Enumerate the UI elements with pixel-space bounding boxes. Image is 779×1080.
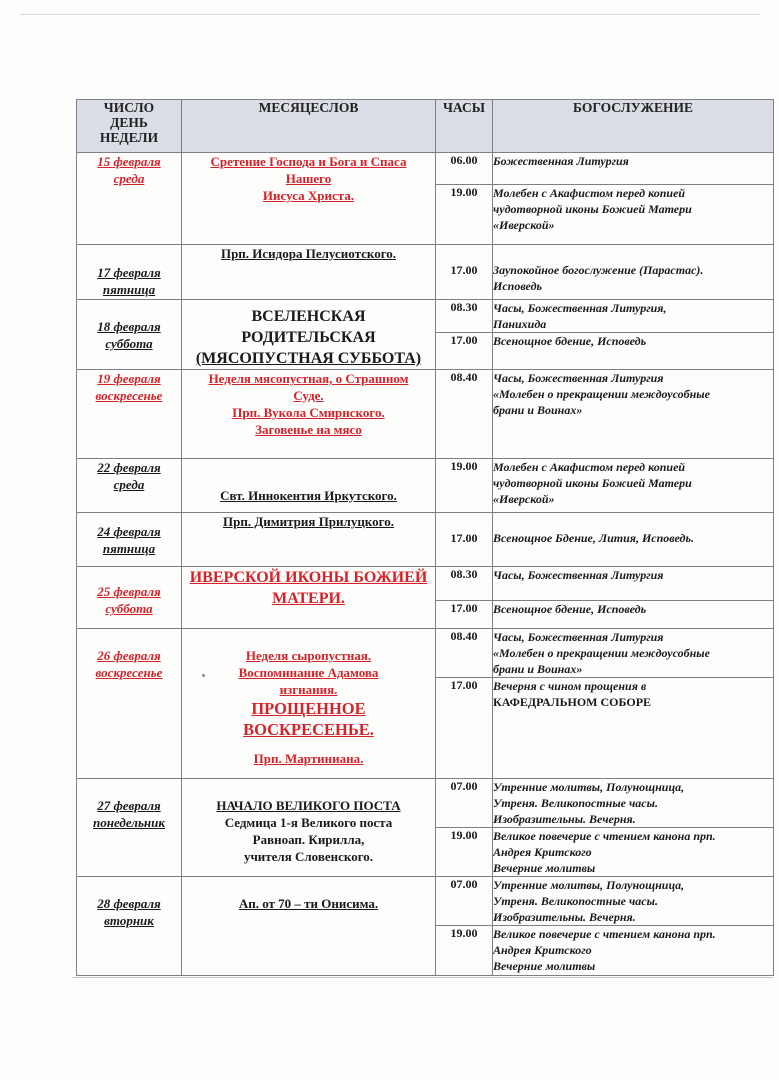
scan-speck (202, 674, 205, 677)
date-label: 27 февраля (97, 798, 161, 813)
menaion-line: Сретение Господа и Бога и Спаса (210, 154, 407, 169)
service-line: брани и Воинах» (493, 662, 583, 676)
menaion-line: Воспоминание Адамова (238, 665, 379, 680)
table-row (77, 459, 774, 513)
table-row (77, 513, 774, 567)
time-cell: 17.00 (436, 513, 493, 567)
menaion-cell (182, 459, 436, 513)
weekday-label: вторник (104, 913, 154, 928)
service-cell (493, 513, 774, 567)
service-cell (493, 601, 774, 629)
weekday-label: суббота (105, 336, 153, 351)
service-line: «Молебен о прекращении междоусобные (493, 387, 710, 401)
service-line: Андрея Критского (493, 845, 592, 859)
menaion-cell (182, 153, 436, 245)
menaion-line: Нашего (285, 171, 332, 186)
header-day-line: НЕДЕЛИ (99, 130, 159, 145)
day-cell (77, 370, 182, 459)
time-cell: 19.00 (436, 459, 493, 513)
menaion-line: Седмица 1-я Великого поста (224, 815, 393, 830)
table-row (77, 567, 774, 601)
day-cell (77, 779, 182, 877)
service-cell (493, 828, 774, 877)
time-cell: 07.00 (436, 877, 493, 926)
service-line: Великое повечерие с чтением канона прп. (493, 927, 716, 941)
table-row (77, 779, 774, 828)
service-cell (493, 300, 774, 333)
service-line: Молебен с Акафистом перед копией (493, 186, 686, 200)
weekday-label: пятница (102, 541, 156, 556)
table-row (77, 245, 774, 300)
service-cell (493, 629, 774, 678)
menaion-line: Свт. Иннокентия Иркутского. (220, 488, 397, 503)
menaion-line: ПРОЩЕННОЕ (251, 699, 366, 718)
time-cell: 07.00 (436, 779, 493, 828)
service-cell (493, 333, 774, 370)
time-cell: 19.00 (436, 185, 493, 245)
menaion-line: Прп. Димитрия Прилуцкого. (223, 514, 394, 529)
menaion-line: (МЯСОПУСТНАЯ СУББОТА) (195, 350, 422, 367)
time-cell: 08.30 (436, 300, 493, 333)
table-row (77, 153, 774, 185)
day-cell (77, 300, 182, 370)
service-line: Молебен с Акафистом перед копией (493, 460, 686, 474)
menaion-line: изгнания. (279, 682, 338, 697)
service-line: Часы, Божественная Литургия, (493, 301, 667, 315)
menaion-line: Заговенье на мясо (255, 422, 362, 437)
menaion-line: ВОСКРЕСЕНЬЕ. (243, 720, 374, 739)
time-cell: 19.00 (436, 926, 493, 976)
weekday-label: суббота (105, 601, 153, 616)
menaion-line: НАЧАЛО ВЕЛИКОГО ПОСТА (216, 798, 401, 813)
service-line: Часы, Божественная Литургия (493, 630, 664, 644)
weekday-label: пятница (102, 282, 156, 297)
menaion-cell (182, 629, 436, 779)
service-cell (493, 459, 774, 513)
header-day (77, 100, 182, 153)
menaion-cell (182, 567, 436, 629)
service-line: Заупокойное богослужение (Парастас). (493, 263, 704, 277)
table-row (77, 300, 774, 333)
service-line: Всенощное Бдение, Лития, Исповедь. (493, 531, 694, 545)
bottom-scan-edge (73, 977, 773, 978)
menaion-line: Неделя мясопустная, о Страшном (208, 371, 409, 386)
service-cell (493, 370, 774, 459)
service-line: чудотворной иконы Божией Матери (493, 476, 692, 490)
weekday-label: среда (113, 477, 145, 492)
service-line: Утреня. Великопостные часы. (493, 796, 658, 810)
header-day-line: ДЕНЬ (110, 115, 148, 130)
date-label: 15 февраля (97, 154, 161, 169)
time-cell: 19.00 (436, 828, 493, 877)
service-line: Вечерние молитвы (493, 861, 596, 875)
table-row (77, 877, 774, 926)
time-cell: 17.00 (436, 245, 493, 300)
table-row (77, 370, 774, 459)
header-menaion: МЕСЯЦЕСЛОВ (182, 100, 436, 153)
date-label: 26 февраля (97, 648, 161, 663)
weekday-label: воскресенье (95, 388, 163, 403)
weekday-label: воскресенье (95, 665, 163, 680)
service-cell (493, 185, 774, 245)
menaion-line: Суде. (293, 388, 324, 403)
service-line: Великое повечерие с чтением канона прп. (493, 829, 716, 843)
service-line: Исповедь (493, 279, 543, 293)
service-line: Часы, Божественная Литургия (493, 568, 664, 582)
service-line: Вечерня с чином прощения в (493, 679, 647, 693)
service-line: «Молебен о прекращении междоусобные (493, 646, 710, 660)
menaion-cell (182, 300, 436, 370)
time-cell: 08.40 (436, 629, 493, 678)
service-line: Часы, Божественная Литургия (493, 371, 664, 385)
service-cell (493, 567, 774, 601)
table-row (77, 629, 774, 678)
service-line: Утренние молитвы, Полунощница, (493, 878, 685, 892)
menaion-cell (182, 245, 436, 300)
day-cell (77, 513, 182, 567)
service-cell (493, 678, 774, 779)
service-line: Утренние молитвы, Полунощница, (493, 780, 685, 794)
menaion-line: Прп. Мартиниана. (253, 751, 364, 766)
header-hours: ЧАСЫ (436, 100, 493, 153)
menaion-line: Ап. от 70 – ти Онисима. (238, 896, 379, 911)
schedule-table (76, 99, 774, 976)
menaion-line: МАТЕРИ. (272, 590, 345, 607)
service-line: Андрея Критского (493, 943, 592, 957)
menaion-line: ИВЕРСКОЙ ИКОНЫ БОЖИЕЙ (189, 569, 428, 586)
menaion-line: Прп. Вукола Смирнского. (232, 405, 385, 420)
menaion-cell (182, 877, 436, 976)
service-line: брани и Воинах» (493, 403, 583, 417)
time-cell: 08.30 (436, 567, 493, 601)
header-service: БОГОСЛУЖЕНИЕ (493, 100, 774, 153)
date-label: 17 февраля (97, 265, 161, 280)
service-line: Всенощное бдение, Исповедь (493, 602, 647, 616)
service-line: «Иверской» (493, 218, 555, 232)
date-label: 24 февраля (97, 524, 161, 539)
day-cell (77, 877, 182, 976)
menaion-cell (182, 779, 436, 877)
menaion-line: РОДИТЕЛЬСКАЯ (241, 329, 376, 346)
header-row (77, 100, 774, 153)
weekday-label: среда (113, 171, 145, 186)
time-cell: 17.00 (436, 678, 493, 779)
date-label: 25 февраля (97, 584, 161, 599)
spacer (182, 740, 435, 750)
service-line: Вечерние молитвы (493, 959, 596, 973)
day-cell (77, 567, 182, 629)
menaion-line: учителя Словенского. (243, 849, 374, 864)
date-label: 28 февраля (97, 896, 161, 911)
date-label: 22 февраля (97, 460, 161, 475)
service-line: Утреня. Великопостные часы. (493, 894, 658, 908)
day-cell (77, 629, 182, 779)
service-cell (493, 245, 774, 300)
service-line: Изобразительны. Вечерня. (493, 910, 636, 924)
service-line: КАФЕДРАЛЬНОМ СОБОРЕ (493, 695, 652, 709)
weekday-label: понедельник (93, 815, 165, 830)
menaion-cell (182, 513, 436, 567)
time-cell: 08.40 (436, 370, 493, 459)
service-cell (493, 153, 774, 185)
menaion-line: Прп. Исидора Пелусиотского. (220, 246, 397, 261)
service-line: Панихида (493, 317, 547, 331)
service-line: Божественная Литургия (493, 154, 629, 168)
time-cell: 06.00 (436, 153, 493, 185)
service-cell (493, 779, 774, 828)
menaion-line: Неделя сыропустная. (245, 648, 372, 663)
day-cell (77, 153, 182, 245)
time-cell: 17.00 (436, 333, 493, 370)
service-cell (493, 926, 774, 976)
menaion-line: Равноап. Кирилла, (252, 832, 365, 847)
service-line: Всенощное бдение, Исповедь (493, 334, 647, 348)
date-label: 19 февраля (97, 371, 161, 386)
day-cell (77, 459, 182, 513)
time-cell: 17.00 (436, 601, 493, 629)
menaion-cell (182, 370, 436, 459)
menaion-line: Иисуса Христа. (262, 188, 355, 203)
service-line: Изобразительны. Вечерня. (493, 812, 636, 826)
menaion-line: ВСЕЛЕНСКАЯ (251, 308, 366, 325)
top-scan-edge (20, 14, 760, 15)
header-day-line: ЧИСЛО (103, 100, 155, 115)
service-cell (493, 877, 774, 926)
service-line: чудотворной иконы Божией Матери (493, 202, 692, 216)
day-cell (77, 245, 182, 300)
service-line: «Иверской» (493, 492, 555, 506)
date-label: 18 февраля (97, 319, 161, 334)
